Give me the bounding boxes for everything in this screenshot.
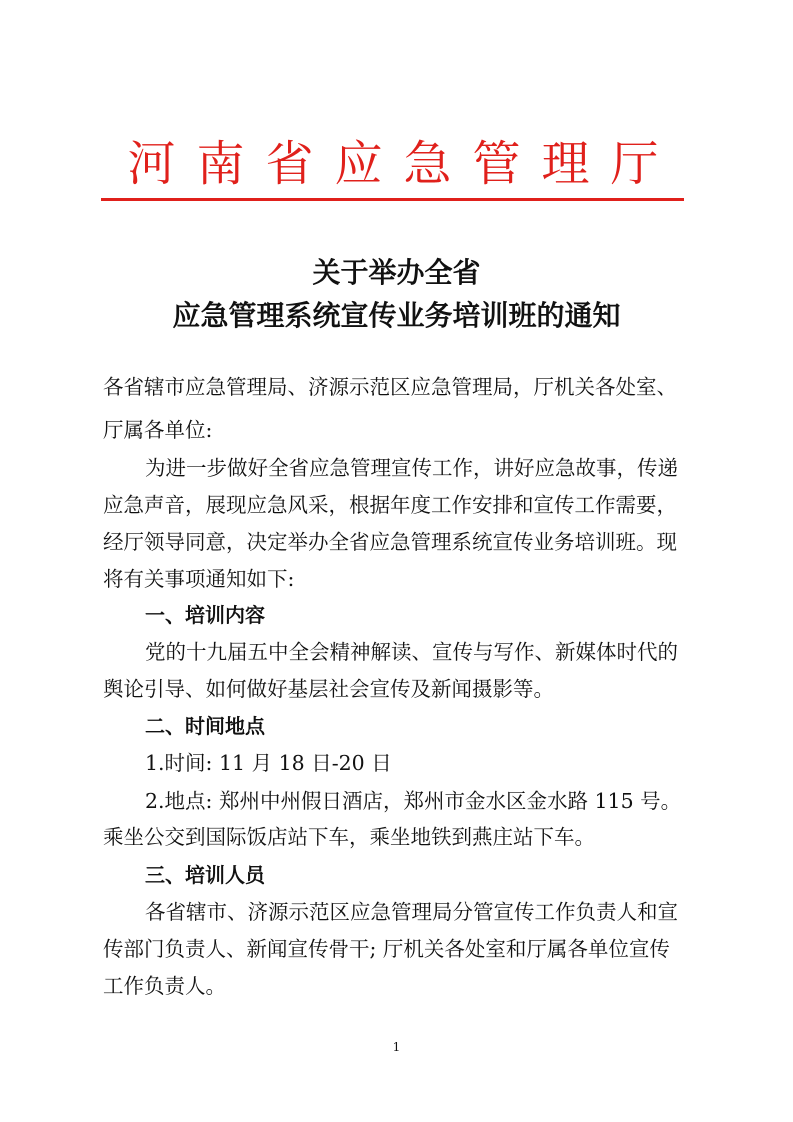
intro-paragraph-line-2: 应急声音，展现应急风采，根据年度工作安排和宣传工作需要， [103, 493, 677, 517]
intro-paragraph-line-1: 为进一步做好全省应急管理宣传工作，讲好应急故事，传递 [145, 456, 678, 480]
section-1-line-1: 党的十九届五中全会精神解读、宣传与写作、新媒体时代的 [145, 640, 678, 664]
section-3-line-3: 工作负责人。 [103, 974, 226, 998]
header-red-rule [101, 198, 684, 201]
section-1-line-2: 舆论引导、如何做好基层社会宣传及新闻摄影等。 [103, 677, 554, 701]
page-number: 1 [392, 1040, 401, 1054]
document-title-line-1: 关于举办全省 [312, 256, 481, 289]
section-2-heading: 二、时间地点 [145, 714, 265, 738]
section-1-heading: 一、培训内容 [145, 603, 265, 627]
salutation-line-2: 厅属各单位: [103, 418, 213, 442]
intro-paragraph-line-4: 将有关事项通知如下: [103, 567, 295, 591]
intro-paragraph-line-3: 经厅领导同意，决定举办全省应急管理系统宣传业务培训班。现 [103, 530, 677, 554]
section-2-place-line-1: 2.地点: 郑州中州假日酒店，郑州市金水区金水路 115 号。 [145, 789, 682, 813]
document-title-line-2: 应急管理系统宣传业务培训班的通知 [172, 299, 621, 332]
section-2-time: 1.时间: 11 月 18 日-20 日 [145, 751, 392, 775]
section-2-place-line-2: 乘坐公交到国际饭店站下车，乘坐地铁到燕庄站下车。 [103, 825, 595, 849]
salutation-line-1: 各省辖市应急管理局、济源示范区应急管理局，厅机关各处室、 [103, 375, 677, 399]
issuing-organization-title: 河南省应急管理厅 [127, 136, 680, 192]
section-3-line-2: 传部门负责人、新闻宣传骨干; 厅机关各处室和厅属各单位宣传 [103, 937, 670, 961]
section-3-heading: 三、培训人员 [145, 863, 265, 887]
section-3-line-1: 各省辖市、济源示范区应急管理局分管宣传工作负责人和宣 [145, 900, 678, 924]
